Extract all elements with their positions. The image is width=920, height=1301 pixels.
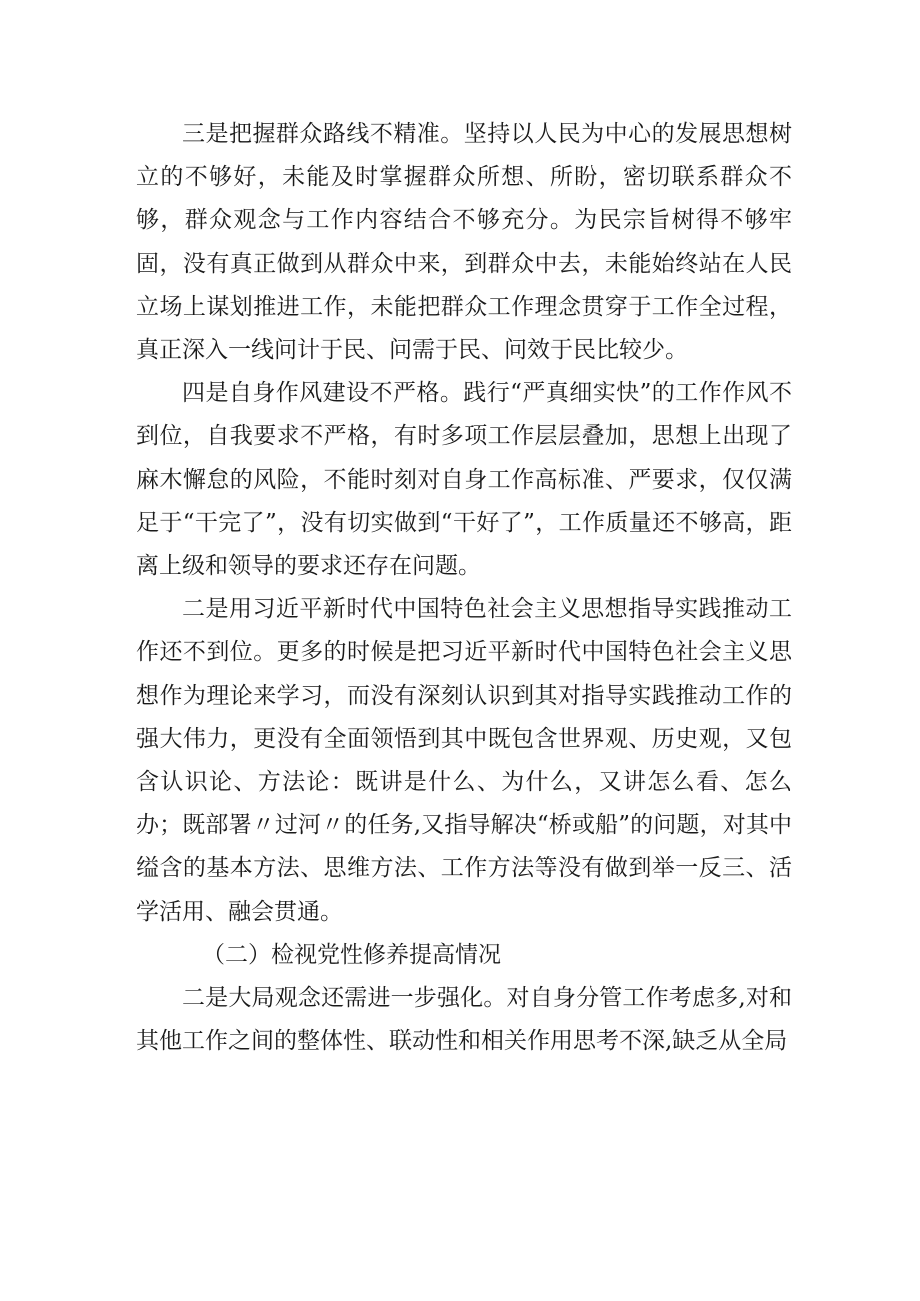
- paragraph-work-style: 四是自身作风建设不严格。践行“严真细实快”的工作作风不到位，自我要求不严格，有时多项工作层层叠加，思想上出现了麻木懈怠的风险，不能时刻对自身工作高标准、严要求，仅仅满足于“干完了”，没有切实做到“干好了”，工作质量还不够高，距离上级和领导的要求还存在问题。: [136, 380, 792, 580]
- paragraph-theory-practice: 二是用习近平新时代中国特色社会主义思想指导实践推动工作还不到位。更多的时候是把习近平新时代中国特色社会主义思想作为理论来学习，而没有深刻认识到其对指导实践推动工作的强大伟力，更没有全面领悟到其中既包含世界观、历史观，又包含认识论、方法论：既讲是什么、为什么，又讲怎么看、怎么办；既部署〃过河〃的任务,又指导解决“桥或船”的问题，对其中缢含的基本方法、思维方法、工作方法等没有做到举一反三、活学活用、融会贯通。: [136, 596, 792, 925]
- section-subheading: （二）检视党性修养提高情况: [202, 941, 501, 968]
- paragraph-mass-line: 三是把握群众路线不精准。坚持以人民为中心的发展思想树立的不够好，未能及时掌握群众所想、所盼，密切联系群众不够，群众观念与工作内容结合不够充分。为民宗旨树得不够牢固，没有真正做到从群众中来，到群众中去，未能始终站在人民立场上谋划推进工作，未能把群众工作理念贯穿于工作全过程，真正深入一线问计于民、问需于民、问效于民比较少。: [136, 121, 792, 364]
- paragraph-overall-view: 二是大局观念还需进一步强化。对自身分管工作考虑多,对和其他工作之间的整体性、联动性和相关作用思考不深,缺乏从全局: [136, 985, 792, 1055]
- document-body: [136, 113, 792, 1063]
